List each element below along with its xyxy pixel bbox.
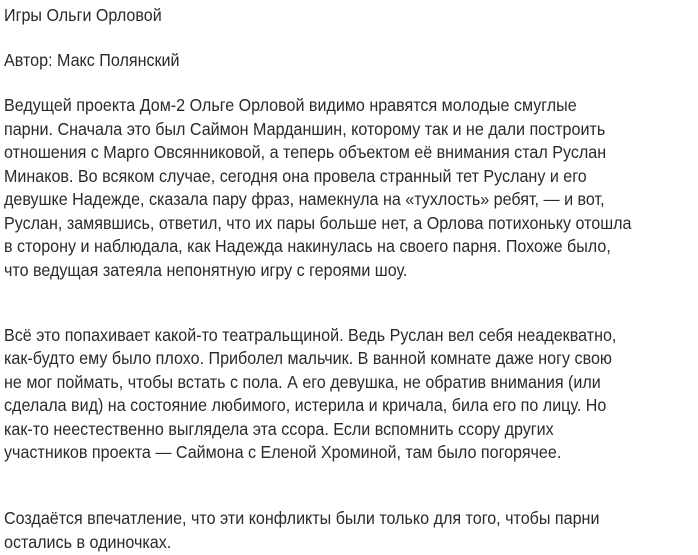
text-line: Всё это попахивает какой-то театральщиной. Ведь Руслан вел себя неадекватно, bbox=[4, 325, 617, 345]
text-line: в сторону и наблюдала, как Надежда накинулась на своего парня. Похоже было, bbox=[4, 236, 611, 256]
text-line: Ведущей проекта Дом-2 Ольге Орловой видимо нравятся молодые смуглые bbox=[4, 95, 577, 115]
text-line: что ведущая затеяла непонятную игру с героями шоу. bbox=[4, 259, 408, 280]
text-line: Минаков. Во всяком случае, сегодня она провела странный тет Руслану и его bbox=[4, 165, 587, 186]
text-line: участников проекта — Саймона с Еленой Хроминой, там было погорячее. bbox=[4, 442, 562, 462]
text-line: как-то неестественно выглядела эта ссора. Если вспомнить ссору других bbox=[4, 418, 554, 439]
text-line: как-будто ему было плохо. Приболел мальчик. В ванной комнате даже ногу свою bbox=[4, 348, 612, 369]
text-line: парни. Сначала это был Саймон Марданшин, которому так и не дали построить bbox=[4, 118, 606, 139]
article-author: Автор: Макс Полянский bbox=[4, 50, 180, 70]
text-line: отношения с Марго Овсянниковой, а теперь объектом её внимания стал Руслан bbox=[4, 142, 607, 162]
text-line: не мог поймать, чтобы встать с пола. А его девушка, не обратив внимания (или bbox=[4, 371, 601, 392]
text-line: Руслан, замявшись, ответил, что их пары больше нет, а Орлова потихоньку отошла bbox=[4, 212, 632, 233]
article-title: Игры Ольги Орловой bbox=[4, 5, 162, 25]
text-line: остались в одиночках. bbox=[4, 531, 172, 552]
text-line: Создаётся впечатление, что эти конфликты были только для того, чтобы парни bbox=[4, 508, 600, 528]
text-line: сделала вид) на состояние любимого, истерила и кричала, била его по лицу. Но bbox=[4, 395, 607, 416]
text-line: девушке Надежде, сказала пару фраз, намекнула на «тухлость» ребят, — и вот, bbox=[4, 189, 605, 209]
